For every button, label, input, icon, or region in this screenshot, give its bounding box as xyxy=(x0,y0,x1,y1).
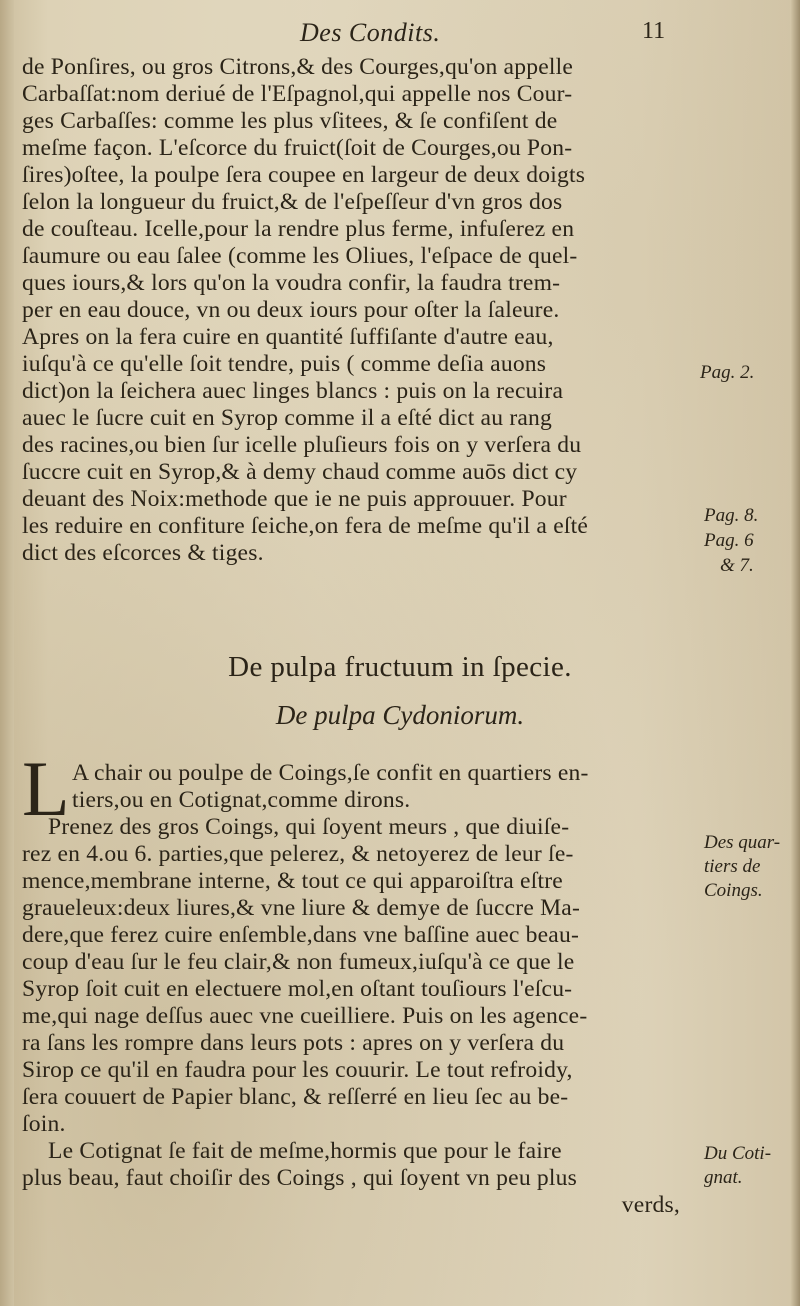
margin-note: tiers de xyxy=(704,856,761,877)
margin-note: Pag. 8. xyxy=(704,505,759,526)
margin-note: Pag. 2. xyxy=(700,362,755,383)
text-line: deuant des Noix:methode que ie ne puis approuuer. Pour xyxy=(22,486,567,512)
text-line: graueleux:deux liures,& vne liure & demye de ſuccre Ma- xyxy=(22,895,581,921)
text-line: ſera couuert de Papier blanc, & reſſerré en lieu ſec au be- xyxy=(22,1084,569,1110)
text-line: ſelon la longueur du fruict,& de l'eſpeſſeur d'vn gros dos xyxy=(22,189,563,215)
text-line: ſuccre cuit en Syrop,& à demy chaud comme auōs dict cy xyxy=(22,459,578,485)
text-line: Sirop ce qu'il en faudra pour les couurir. Le tout refroidy, xyxy=(22,1057,573,1083)
text-line: Syrop ſoit cuit en electuere mol,en oſtant touſiours l'eſcu- xyxy=(22,976,573,1002)
text-line: ſaumure ou eau ſalee (comme les Oliues, l'eſpace de quel- xyxy=(22,243,578,269)
text-line: dict des eſcorces & tiges. xyxy=(22,540,264,566)
section-heading: De pulpa fructuum in ſpecie. xyxy=(228,651,572,683)
text-line: de Ponſires, ou gros Citrons,& des Courges,qu'on appelle xyxy=(22,54,574,80)
text-line: les reduire en confiture ſeiche,on fera de meſme qu'il a eſté xyxy=(22,513,589,539)
text-line: dere,que ferez cuire enſemble,dans vne baſſine auec beau- xyxy=(22,922,580,948)
subsection-heading: De pulpa Cydoniorum. xyxy=(275,700,525,730)
page-header xyxy=(0,18,800,52)
text-line: ra ſans les rompre dans leurs pots : apres on y verſera du xyxy=(22,1030,565,1056)
text-line: ges Carbaſſes: comme les plus vſitees, & ſe confiſent de xyxy=(22,108,558,134)
margin-note: Pag. 6 xyxy=(704,530,754,551)
text-line: rez en 4.ou 6. parties,que pelerez, & netoyerez de leur ſe- xyxy=(22,841,574,867)
text-line: mence,membrane interne, & tout ce qui apparoiſtra eſtre xyxy=(22,868,563,894)
text-line: tiers,ou en Cotignat,comme dirons. xyxy=(72,787,411,813)
text-line: dict)on la ſeichera auec linges blancs : puis on la recuira xyxy=(22,378,564,404)
text-line: des racines,ou bien ſur icelle pluſieurs fois on y verſera du xyxy=(22,432,582,458)
text-line: auec le ſucre cuit en Syrop comme il a eſté dict au rang xyxy=(22,405,553,431)
margin-note: Du Coti- xyxy=(704,1143,772,1164)
text-line: Apres on la fera cuire en quantité ſuffiſante d'autre eau, xyxy=(22,324,554,350)
text-line: ſires)oſtee, la poulpe ſera coupee en largeur de deux doigts xyxy=(22,162,586,188)
text-line: plus beau, faut choiſir des Coings , qui ſoyent vn peu plus xyxy=(22,1165,578,1191)
text-line: Prenez des gros Coings, qui ſoyent meurs , que diuiſe- xyxy=(48,814,570,840)
margin-note: gnat. xyxy=(704,1167,743,1188)
text-line: per en eau douce, vn ou deux iours pour oſter la ſaleure. xyxy=(22,297,560,323)
text-line: iuſqu'à ce qu'elle ſoit tendre, puis ( comme deſia auons xyxy=(22,351,547,377)
text-line: Carbaſſat:nom deriué de l'Eſpagnol,qui appelle nos Cour- xyxy=(22,81,573,107)
text-line: ſoin. xyxy=(22,1111,66,1137)
running-head: Des Condits. xyxy=(300,18,441,47)
text-line: meſme façon. L'eſcorce du fruict(ſoit de Courges,ou Pon- xyxy=(22,135,573,161)
text-line: verds, xyxy=(621,1192,680,1218)
margin-note: Coings. xyxy=(704,880,763,901)
margin-note: Des quar- xyxy=(704,832,781,853)
drop-cap: L xyxy=(22,745,70,832)
text-line: de couſteau. Icelle,pour la rendre plus ferme, infuſerez en xyxy=(22,216,575,242)
page-number: 11 xyxy=(642,18,666,44)
margin-note: & 7. xyxy=(720,555,754,576)
text-line: me,qui nage deſſus auec vne cueilliere. Puis on les agence- xyxy=(22,1003,588,1029)
text-line: coup d'eau ſur le feu clair,& non fumeux,iuſqu'à ce que le xyxy=(22,949,575,975)
text-line: ques iours,& lors qu'on la voudra confir, la faudra trem- xyxy=(22,270,561,296)
text-line: A chair ou poulpe de Coings,ſe confit en quartiers en- xyxy=(72,760,589,786)
text-line: Le Cotignat ſe fait de meſme,hormis que pour le faire xyxy=(48,1138,562,1164)
